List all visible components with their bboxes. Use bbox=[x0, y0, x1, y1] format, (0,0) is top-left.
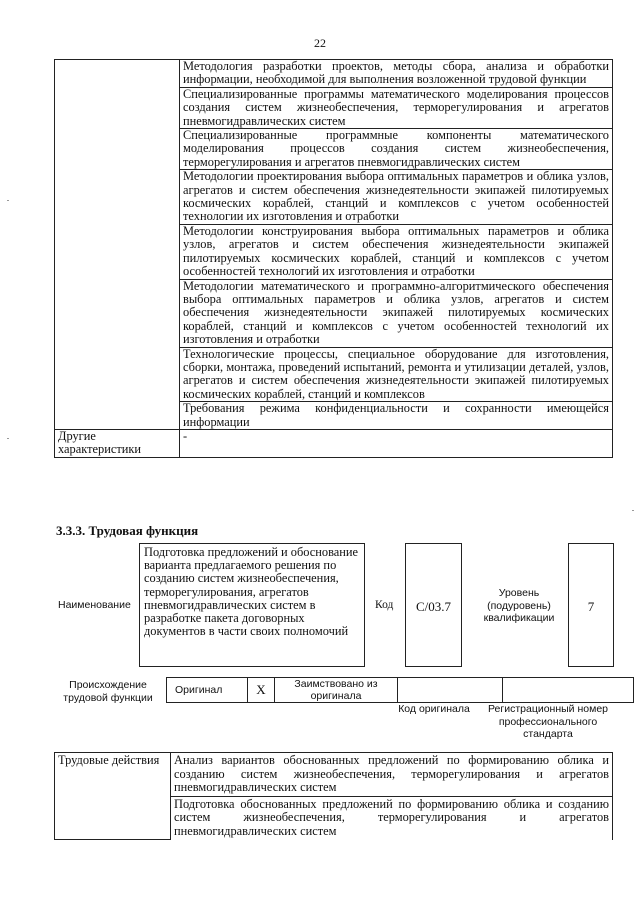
table-cell: - bbox=[180, 429, 613, 457]
function-name-box: Подготовка предложений и обоснование варианта предлагаемого решения по созданию систем жизнеобеспечения, терморегулирования, агрегатов пневмогидравлических систем в разработке пакета договорных документов в части своих полномочий bbox=[139, 543, 365, 667]
reg-number-caption: Регистрационный номер профессионального стандарта bbox=[488, 703, 608, 740]
original-mark: X bbox=[248, 678, 275, 703]
original-label: Оригинал bbox=[167, 678, 248, 703]
scan-mark bbox=[7, 200, 9, 201]
table-cell: Анализ вариантов обоснованных предложений по формированию облика и созданию систем жизнеобеспечения, терморегулирования и агрегатов пневмогидравлических систем bbox=[171, 753, 613, 797]
table-cell: Специализированные программы математического моделирования процессов создания систем жизнеобеспечения, терморегулирования и агрегатов пневмогидравлических систем bbox=[180, 87, 613, 128]
table-cell: Специализированные программные компоненты математического моделирования процессов создания систем жизнеобеспечения, терморегулирования и агрегатов пневмогидравлических систем bbox=[180, 129, 613, 170]
knowledge-table bbox=[54, 59, 613, 458]
name-label: Наименование bbox=[58, 599, 131, 611]
table-cell: Методологии математического и программно-алгоритмического обеспечения выбора оптимальных параметров и облика узлов, агрегатов и систем обеспечения жизнедеятельности экипажей пилотируемых космических кораблей, станций и комплексов с учетом особенностей технологий их изготовления и отработки bbox=[180, 279, 613, 347]
labor-actions-table bbox=[54, 752, 613, 840]
origin-table bbox=[166, 677, 634, 703]
code-original-caption: Код оригинала bbox=[398, 703, 470, 715]
table-cell: Методология разработки проектов, методы сбора, анализа и обработки информации, необходимой для выполнения возложенной трудовой функции bbox=[180, 60, 613, 88]
page-number: 22 bbox=[314, 36, 326, 50]
reg-number-cell bbox=[503, 678, 634, 703]
table-cell: Подготовка обоснованных предложений по формированию облика и созданию систем жизнеобеспечения, терморегулирования и агрегатов пневмогидравлических систем bbox=[171, 796, 613, 839]
code-label: Код bbox=[375, 599, 394, 611]
table-cell: Методологии проектирования выбора оптимальных параметров и облика узлов, агрегатов и систем обеспечения жизнедеятельности экипажей пилотируемых космических кораблей, станций и комплексов с учетом особенностей технологии их изготовления и отработки bbox=[180, 170, 613, 225]
code-original-cell bbox=[398, 678, 503, 703]
row-label bbox=[55, 60, 180, 430]
scan-mark bbox=[7, 438, 9, 439]
table-row bbox=[55, 429, 613, 457]
table-cell: Методологии конструирования выбора оптимальных параметров и облика узлов, агрегатов и систем обеспечения жизнедеятельности экипажей пилотируемых космических кораблей, станций и комплексов с учетом особенностей технологий их изготовления и отработки bbox=[180, 224, 613, 279]
other-characteristics-label: Другие характеристики bbox=[55, 429, 180, 457]
section-title: 3.3.3. Трудовая функция bbox=[56, 523, 199, 538]
table-cell: Технологические процессы, специальное оборудование для изготовления, сборки, монтажа, проведений испытаний, ремонта и утилизации деталей, узлов, агрегатов и систем обеспечения жизнедеятельности экипажей пилотируемых космических кораблей, станций и комплексов bbox=[180, 347, 613, 402]
scan-mark bbox=[632, 510, 634, 511]
table-row bbox=[167, 678, 634, 703]
borrowed-label: Заимствовано из оригинала bbox=[275, 678, 398, 703]
table-row bbox=[55, 753, 613, 797]
level-box: 7 bbox=[568, 543, 614, 667]
table-cell: Требования режима конфиденциальности и сохранности имеющейся информации bbox=[180, 402, 613, 430]
table-row bbox=[55, 60, 613, 88]
origin-label: Происхождение трудовой функции bbox=[63, 679, 153, 704]
code-box: С/03.7 bbox=[405, 543, 462, 667]
level-label: Уровень (подуровень) квалификации bbox=[483, 587, 555, 624]
labor-actions-label: Трудовые действия bbox=[55, 753, 171, 840]
